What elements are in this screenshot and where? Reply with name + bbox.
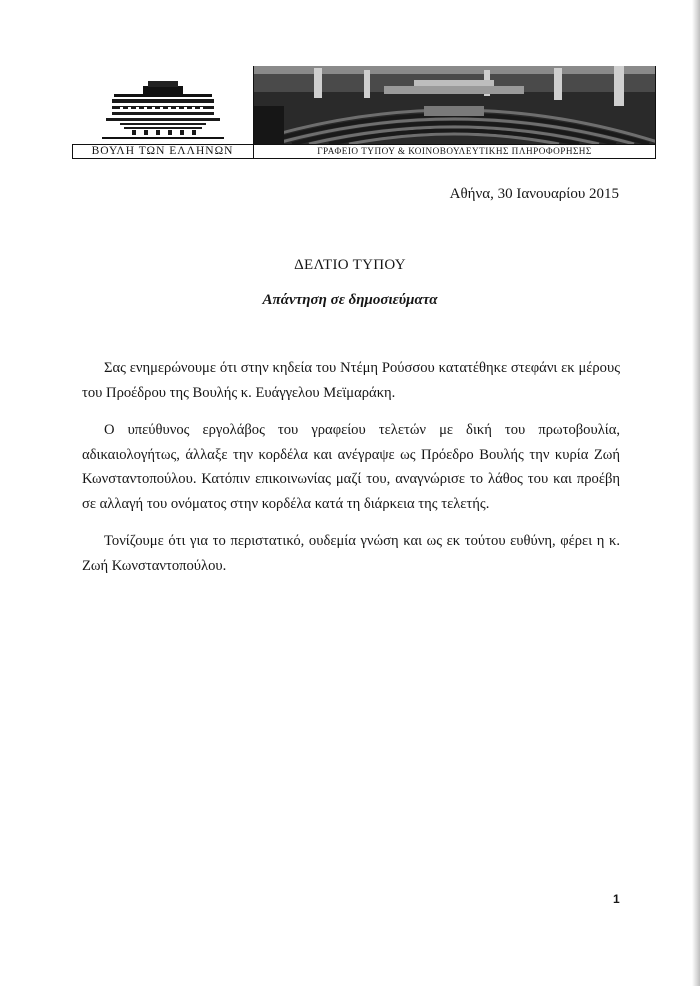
parliament-building-logo	[72, 66, 253, 144]
chamber-name: ΒΟΥΛΗ ΤΩΝ ΕΛΛΗΝΩΝ	[91, 145, 234, 157]
parliament-chamber-photo	[254, 66, 655, 144]
page-number: 1	[613, 892, 620, 906]
document-subtitle: Απάντηση σε δημοσιεύματα	[262, 292, 438, 308]
paragraph: Σας ενημερώνουμε ότι στην κηδεία του Ντέμη Ρούσσου κατατέθηκε στεφάνι εκ μέρους του Προέδρου της Βουλής κ. Ευάγγελου Μεϊμαράκη.	[82, 360, 620, 401]
office-name: ΓΡΑΦΕΙΟ ΤΥΠΟΥ & ΚΟΙΝΟΒΟΥΛΕΥΤΙΚΗΣ ΠΛΗΡΟΦΟΡΗΣΗΣ	[317, 146, 592, 156]
document-date: Αθήνα, 30 Ιανουαρίου 2015	[449, 186, 619, 202]
document-title: ΔΕΛΤΙΟ ΤΥΠΟΥ	[294, 257, 406, 273]
letterhead	[72, 66, 656, 159]
scan-edge-shadow	[692, 0, 700, 986]
paragraph: Τονίζουμε ότι για το περιστατικό, ουδεμία γνώση και ως εκ τούτου ευθύνη, φέρει η κ. Ζωή Κωνσταντοπούλου.	[82, 533, 620, 574]
paragraph: Ο υπεύθυνος εργολάβος του γραφείου τελετών με δική του πρωτοβουλία, αδικαιολογήτως, άλλαξε την κορδέλα και ανέγραψε ως Πρόεδρο Βουλής την κυρία Ζωή Κωνσταντοπούλου. Κατόπιν επικοινωνίας μαζί του, αναγνώρισε το λάθος του και προέβη σε αλλαγή του ονόματος στην κορδέλα κατά τη διάρκεια της τελετής.	[82, 422, 620, 512]
document-body	[82, 356, 620, 591]
